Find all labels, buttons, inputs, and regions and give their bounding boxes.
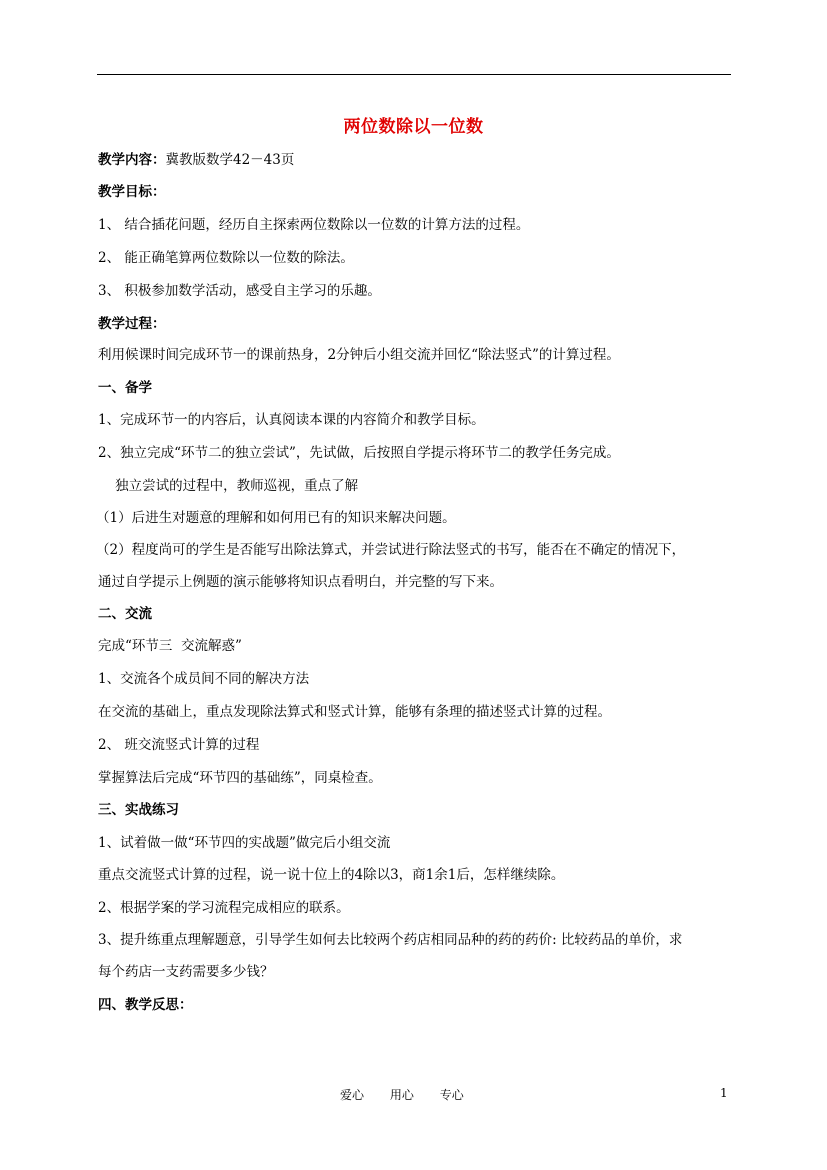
- section1-line: 独立尝试的过程中，教师巡视，重点了解: [98, 478, 359, 494]
- header-rule: [97, 74, 731, 75]
- content-label: 教学内容：: [98, 152, 166, 168]
- section1-heading: 一、备学: [98, 380, 152, 396]
- section2-heading: 二、交流: [98, 606, 152, 622]
- section4-heading: 四、教学反思：: [98, 997, 193, 1013]
- footer-item: 爱心: [340, 1088, 365, 1102]
- content-line: [98, 151, 732, 169]
- section1-line: （1）后进生对题意的理解和如何用已有的知识来解决问题。: [96, 510, 456, 526]
- section2-line: 掌握算法后完成“环节四的基础练”，同桌检查。: [98, 770, 382, 786]
- section1-line: 1、完成环节一的内容后，认真阅读本课的内容简介和教学目标。: [98, 412, 485, 428]
- section2-line: 1、交流各个成员间不同的解决方法: [98, 671, 310, 687]
- section2-line: 完成“环节三 交流解惑”: [98, 638, 242, 654]
- section2-line: 2、 班交流竖式计算的过程: [98, 737, 260, 753]
- section2-line: 在交流的基础上，重点发现除法算式和竖式计算，能够有条理的描述竖式计算的过程。: [98, 704, 611, 720]
- section3-line: 每个药店一支药需要多少钱？: [98, 964, 274, 980]
- page-number: 1: [720, 1086, 728, 1100]
- section1-line: 2、独立完成“环节二的独立尝试”，先试做，后按照自学提示将环节二的教学任务完成。: [98, 445, 620, 461]
- section1-line: 通过自学提示上例题的演示能够将知识点看明白，并完整的写下来。: [98, 574, 503, 590]
- goals-heading: 教学目标：: [98, 184, 166, 200]
- section3-line: 3、提升练重点理解题意，引导学生如何去比较两个药店相同品种的药的药价: 比较药品的单价，求: [98, 932, 683, 948]
- page-title: 两位数除以一位数: [343, 117, 484, 137]
- goal-item: 1、 结合插花问题，经历自主探索两位数除以一位数的计算方法的过程。: [98, 217, 530, 233]
- section1-line: （2）程度尚可的学生是否能写出除法算式，并尝试进行除法竖式的书写，能否在不确定的情况下，: [96, 542, 686, 558]
- section3-line: 重点交流竖式计算的过程，说一说十位上的4除以3，商1余1后，怎样继续除。: [98, 867, 565, 883]
- footer-motto: [340, 1086, 486, 1103]
- footer-item: 用心: [389, 1088, 414, 1102]
- section3-line: 1、试着做一做“环节四的实战题”做完后小组交流: [98, 835, 391, 851]
- section3-line: 2、根据学案的学习流程完成相应的联系。: [98, 900, 350, 916]
- goal-item: 2、 能正确笔算两位数除以一位数的除法。: [98, 250, 354, 266]
- process-heading: 教学过程：: [98, 316, 166, 332]
- process-intro: 利用候课时间完成环节一的课前热身，2分钟后小组交流并回忆“除法竖式”的计算过程。: [98, 347, 620, 363]
- goal-item: 3、 积极参加数学活动，感受自主学习的乐趣。: [98, 283, 381, 299]
- footer-item: 专心: [439, 1088, 464, 1102]
- content-text: 冀教版数学42－43页: [165, 152, 295, 168]
- section3-heading: 三、实战练习: [98, 802, 179, 818]
